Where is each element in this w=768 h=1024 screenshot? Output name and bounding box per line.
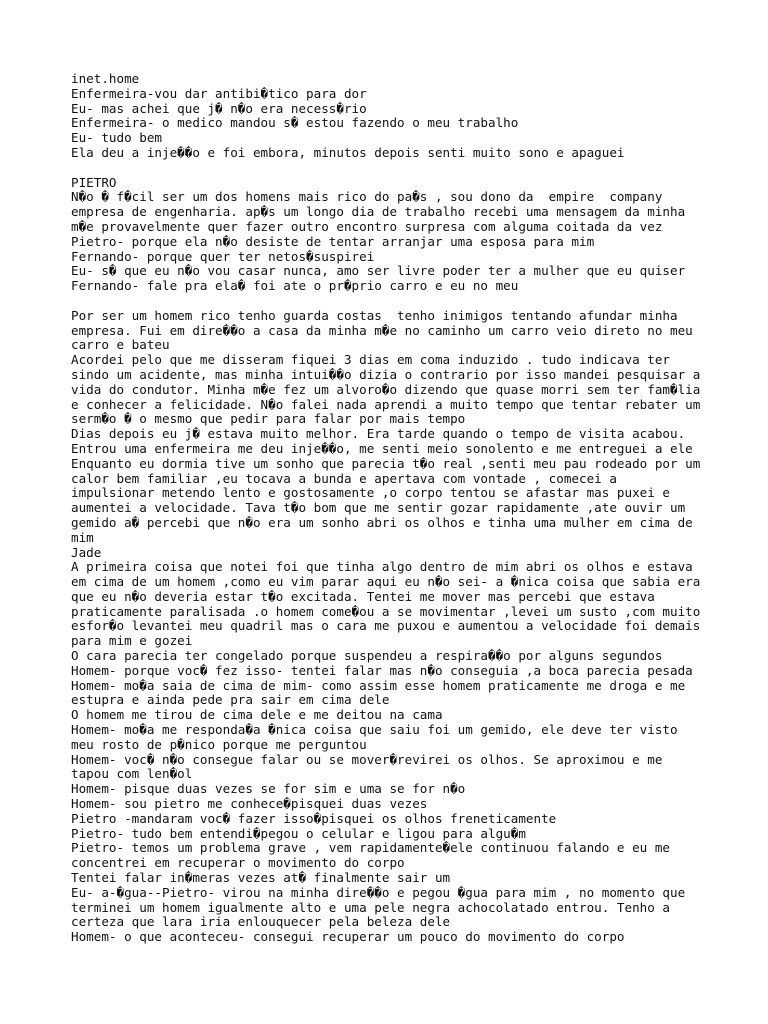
text-line: Acordei pelo que me disseram fiquei 3 dias em coma induzido . tudo indicava ter	[71, 352, 670, 368]
text-line: Dias depois eu j� estava muito melhor. Era tarde quando o tempo de visita acabou.	[71, 426, 686, 442]
text-line: sindo um acidente, mas minha intui��o dizia o contrario por isso mandei pesquisar a	[71, 366, 701, 382]
text-line: aumentei a velocidade. Tava t�o bom que me sentir gozar rapidamente ,ate ouvir um	[71, 500, 686, 516]
text-line: Enquanto eu dormia tive um sonho que parecia t�o real ,senti meu pau rodeado por um	[71, 455, 701, 471]
text-line: que eu n�o deveria estar t�o excitada. Tentei me mover mas percebi que estava	[71, 588, 655, 604]
text-line: tapou com len�ol	[71, 766, 193, 782]
text-line: empresa de engenharia. ap�s um longo dia de trabalho recebi uma mensagem da minha	[71, 204, 686, 220]
text-line: O homem me tirou de cima dele e me deitou na cama	[71, 707, 443, 723]
text-line: Enfermeira-vou dar antibi�tico para dor	[71, 85, 367, 101]
text-line: PIETRO	[71, 174, 117, 190]
text-line: inet.home	[71, 71, 140, 86]
document-text	[71, 72, 751, 945]
text-line: Entrou uma enfermeira me deu inje��o, me senti meio sonolento e me entreguei a ele	[71, 440, 693, 456]
text-line: Pietro- porque ela n�o desiste de tentar arranjar uma esposa para mim	[71, 233, 595, 249]
text-line: Eu- s� que eu n�o vou casar nunca, amo ser livre poder ter a mulher que eu quiser	[71, 263, 686, 279]
text-line: Homem- porque voc� fez isso- tentei falar mas n�o conseguia ,a boca parecia pesada	[71, 662, 693, 678]
text-line: para mim e gozei	[71, 633, 193, 649]
text-line: Homem- pisque duas vezes se for sim e uma se for n�o	[71, 781, 466, 797]
text-line: Eu- a-�gua--Pietro- virou na minha dire��o e pegou �gua para mim , no momento que	[71, 884, 686, 900]
text-line: carro e bateu	[71, 337, 170, 353]
text-line: estupra e ainda pede pra sair em cima dele	[71, 692, 390, 708]
text-line	[71, 294, 751, 309]
text-line: A primeira coisa que notei foi que tinha algo dentro de mim abri os olhos e estava	[71, 559, 693, 575]
text-line: serm�o � o mesmo que pedir para falar por mais tempo	[71, 411, 466, 427]
text-line: Homem- mo�a saia de cima de mim- como assim esse homem praticamente me droga e me	[71, 677, 686, 693]
text-line: Homem- o que aconteceu- consegui recuperar um pouco do movimento do corpo	[71, 929, 625, 945]
text-line: Pietro -mandaram voc� fazer isso�pisquei os olhos freneticamente	[71, 810, 557, 826]
text-line: em cima de um homem ,como eu vim parar aqui eu n�o sei- a �nica coisa que sabia era	[71, 574, 701, 590]
text-line: O cara parecia ter congelado porque suspendeu a respira��o por alguns segundos	[71, 648, 663, 664]
text-line: vida do condutor. Minha m�e fez um alvoro�o dizendo que quase morri sem ter fam�lia	[71, 381, 701, 397]
text-line: Homem- voc� n�o consegue falar ou se mover�revirei os olhos. Se aproximou e me	[71, 751, 663, 767]
text-line: m�e provavelmente quer fazer outro encontro surpresa com alguma coitada da vez	[71, 218, 663, 234]
text-line: gemido a� percebi que n�o era um sonho abri os olhos e tinha uma mulher em cima de	[71, 514, 693, 530]
text-line: concentrei em recuperar o movimento do corpo	[71, 855, 405, 871]
text-line	[71, 161, 751, 176]
text-line: terminei um homem igualmente alto e uma pele negra achocolatado entrou. Tenho a	[71, 899, 670, 915]
text-line: Pietro- tudo bem entendi�pegou o celular e ligou para algu�m	[71, 825, 526, 841]
text-line: calor bem familiar ,eu tocava a bunda e apertava com vontade , comecei a	[71, 470, 617, 486]
text-line: empresa. Fui em dire��o a casa da minha m�e no caminho um carro veio direto no meu	[71, 322, 693, 338]
text-line: Por ser um homem rico tenho guarda costas tenho inimigos tentando afundar minha	[71, 307, 678, 323]
text-line: Eu- mas achei que j� n�o era necess�rio	[71, 100, 367, 116]
text-line: Pietro- temos um problema grave , vem rapidamente�ele continuou falando e eu me	[71, 840, 670, 856]
text-line: impulsionar metendo lento e gostosamente ,o corpo tentou se afastar mas puxei e	[71, 485, 670, 501]
text-line: Fernando- fale pra ela� foi ate o pr�prio carro e eu no meu	[71, 278, 519, 294]
text-line: Homem- sou pietro me conhece�pisquei duas vezes	[71, 796, 428, 812]
text-line: Eu- tudo bem	[71, 130, 162, 146]
text-line: Enfermeira- o medico mandou s� estou fazendo o meu trabalho	[71, 115, 519, 131]
text-line: esfor�o levantei meu quadril mas o cara me puxou e aumentou a velocidade foi demais	[71, 618, 701, 634]
text-line: Jade	[71, 544, 102, 560]
text-line: certeza que lara iria enlouquecer pela beleza dele	[71, 914, 451, 930]
text-line: Homem- mo�a me responda�a �nica coisa que saiu foi um gemido, ele deve ter visto	[71, 722, 678, 738]
text-line: e conhecer a felicidade. N�o falei nada aprendi a muito tempo que tentar rebater um	[71, 396, 701, 412]
text-line: Ela deu a inje��o e foi embora, minutos depois senti muito sono e apaguei	[71, 144, 625, 160]
text-line: N�o � f�cil ser um dos homens mais rico do pa�s , sou dono da empire company	[71, 189, 663, 205]
text-line: praticamente paralisada .o homem come�ou a se movimentar ,levei um susto ,com muito	[71, 603, 701, 619]
text-line: mim	[71, 529, 94, 545]
text-line: meu rosto de p�nico porque me perguntou	[71, 736, 367, 752]
text-line: Tentei falar in�meras vezes at� finalmente sair um	[71, 870, 451, 886]
text-line: Fernando- porque quer ter netos�suspirei	[71, 248, 375, 264]
